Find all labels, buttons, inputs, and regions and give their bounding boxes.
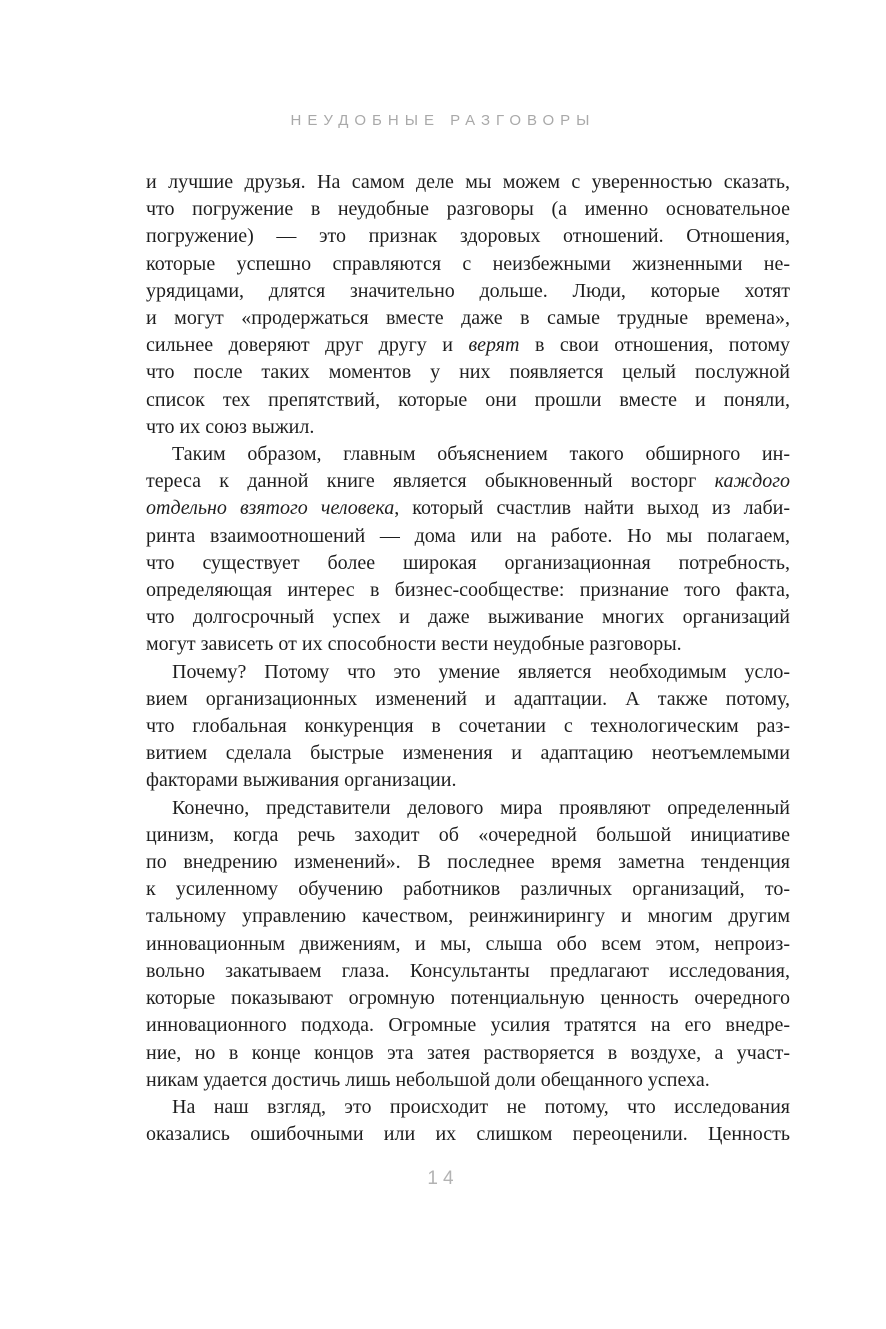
- page-number: 14: [427, 1168, 459, 1189]
- text-line: [146, 985, 790, 1012]
- text-line: [146, 278, 790, 305]
- body-text: цинизм, когда речь заходит об «очередной большой инициативе: [146, 823, 790, 846]
- body-text: Таким образом, главным объяснением такого обширного ин-: [172, 443, 790, 466]
- body-text: что существует более широкая организационная потребность,: [146, 551, 790, 574]
- body-text: что их союз выжил.: [146, 415, 315, 438]
- text-line: [146, 359, 790, 386]
- body-text: инновационного подхода. Огромные усилия тратятся на его внедре-: [146, 1014, 790, 1037]
- text-line: [146, 1094, 790, 1121]
- body-text: тальному управлению качеством, реинжинирингу и многим другим: [146, 905, 790, 928]
- body-text: что после таких моментов у них появляется целый послужной: [146, 361, 790, 384]
- text-line: [146, 441, 790, 468]
- text-line: [146, 169, 790, 196]
- text-line: [146, 577, 790, 604]
- text-line: [146, 740, 790, 767]
- body-text: факторами выживания организации.: [146, 769, 457, 792]
- text-line: [146, 795, 790, 822]
- body-text: по внедрению изменений». В последнее время заметна тенденция: [146, 851, 790, 874]
- body-text: определяющая интерес в бизнес-сообществе: признание того факта,: [146, 579, 790, 602]
- body-text: На наш взгляд, это происходит не потому, что исследования: [172, 1095, 790, 1118]
- body-text: ринта взаимоотношений — дома или на работе. Но мы полагаем,: [146, 524, 790, 547]
- text-line: [146, 767, 790, 794]
- text-line: [146, 332, 790, 359]
- text-line: [146, 414, 790, 441]
- body-text: оказались ошибочными или их слишком переоценили. Ценность: [146, 1123, 790, 1146]
- body-text: витием сделала быстрые изменения и адаптацию неотъемлемыми: [146, 742, 790, 765]
- text-line: [146, 387, 790, 414]
- text-line: [146, 495, 790, 522]
- text-line: [146, 468, 790, 495]
- text-line: [146, 223, 790, 250]
- text-line: [146, 1012, 790, 1039]
- body-text: что долгосрочный успех и даже выживание многих организаций: [146, 606, 790, 629]
- italic-text: отдельно взятого человека: [146, 497, 395, 520]
- body-text: вольно закатываем глаза. Консультанты предлагают исследования,: [146, 959, 790, 982]
- text-line: [146, 931, 790, 958]
- text-line: [146, 550, 790, 577]
- body-text: урядицами, длятся значительно дольше. Люди, которые хотят: [146, 279, 790, 302]
- body-text: ние, но в конце концов эта затея растворяется в воздухе, а участ-: [146, 1041, 790, 1064]
- text-block: [146, 169, 790, 1148]
- text-line: [146, 958, 790, 985]
- italic-text: верят: [468, 334, 520, 357]
- body-text: вием организационных изменений и адаптации. А также потому,: [146, 687, 790, 710]
- text-line: [146, 196, 790, 223]
- text-line: [146, 251, 790, 278]
- body-text: погружение) — это признак здоровых отношений. Отношения,: [146, 225, 790, 248]
- body-text: тереса к данной книге является обыкновенный восторг: [146, 470, 715, 493]
- body-text: в свои отношения, потому: [519, 334, 790, 357]
- text-line: [146, 822, 790, 849]
- text-line: [146, 659, 790, 686]
- text-line: [146, 1121, 790, 1148]
- body-text: к усиленному обучению работников различных организаций, то-: [146, 878, 790, 901]
- body-text: которые показывают огромную потенциальную ценность очередного: [146, 987, 790, 1010]
- body-text: что погружение в неудобные разговоры (а именно основательное: [146, 198, 790, 221]
- body-text: никам удается достичь лишь небольшой доли обещанного успеха.: [146, 1068, 710, 1091]
- body-text: Конечно, представители делового мира проявляют определенный: [172, 796, 790, 819]
- body-text: Почему? Потому что это умение является необходимым усло-: [172, 660, 790, 683]
- body-text: список тех препятствий, которые они прошли вместе и поняли,: [146, 388, 790, 411]
- text-line: [146, 713, 790, 740]
- italic-text: каждого: [714, 470, 790, 493]
- body-text: и могут «продержаться вместе даже в самые трудные времена»,: [146, 307, 790, 330]
- body-text: что глобальная конкуренция в сочетании с технологическим раз-: [146, 715, 790, 738]
- text-line: [146, 686, 790, 713]
- text-line: [146, 631, 790, 658]
- body-text: могут зависеть от их способности вести неудобные разговоры.: [146, 633, 682, 656]
- text-line: [146, 1040, 790, 1067]
- text-line: [146, 849, 790, 876]
- body-text: которые успешно справляются с неизбежными жизненными не-: [146, 252, 790, 275]
- text-line: [146, 1067, 790, 1094]
- running-header: НЕУДОБНЫЕ РАЗГОВОРЫ: [290, 112, 596, 129]
- text-line: [146, 604, 790, 631]
- body-text: и лучшие друзья. На самом деле мы можем с уверенностью сказать,: [146, 171, 790, 193]
- body-text: сильнее доверяют друг другу и: [146, 334, 469, 357]
- text-line: [146, 876, 790, 903]
- body-text: инновационным движениям, и мы, слыша обо всем этом, непроиз-: [146, 932, 790, 955]
- text-line: [146, 523, 790, 550]
- text-line: [146, 305, 790, 332]
- body-text: , который счастлив найти выход из лаби-: [394, 497, 790, 520]
- text-line: [146, 903, 790, 930]
